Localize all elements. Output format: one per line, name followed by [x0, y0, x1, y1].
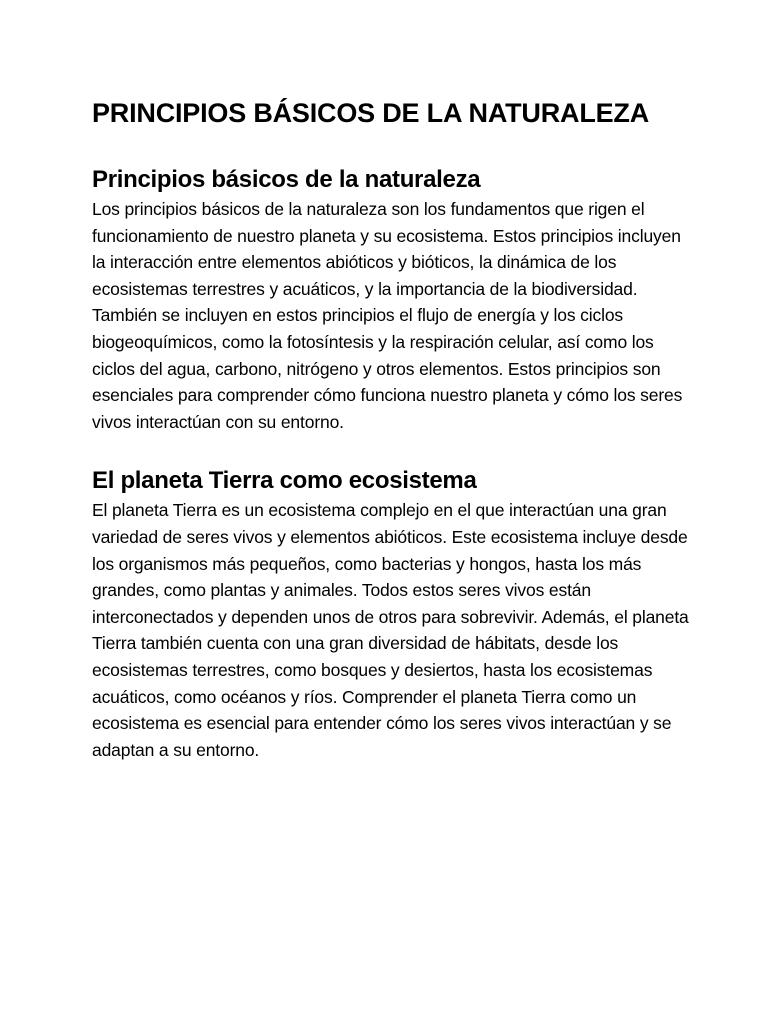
document-page [92, 92, 692, 763]
document-title: PRINCIPIOS BÁSICOS DE LA NATURALEZA [92, 98, 650, 128]
section-planeta-tierra [92, 465, 692, 763]
section-heading: Principios básicos de la naturaleza [92, 166, 481, 193]
section-paragraph: Los principios básicos de la naturaleza son los fundamentos que rigen el funcionamiento de nuestro planeta y su ecosistema. Estos principios incluyen la interacción entre elementos abióticos y bióticos, la dinámica de los ecosistemas terrestres y acuáticos, y la importancia de la biodiversidad. También se incluyen en estos principios el flujo de energía y los ciclos biogeoquímicos, como la fotosíntesis y la respiración celular, así como los ciclos del agua, carbono, nitrógeno y otros elementos. Estos principios son esenciales para comprender cómo funciona nuestro planeta y cómo los seres vivos interactúan con su entorno. [92, 199, 683, 432]
section-heading: El planeta Tierra como ecosistema [92, 467, 477, 495]
section-principios [92, 164, 692, 435]
section-paragraph: El planeta Tierra es un ecosistema complejo en el que interactúan una gran variedad de seres vivos y elementos abióticos. Este ecosistema incluye desde los organismos más pequeños, como bacterias y hongos, hasta los más grandes, como plantas y animales. Todos estos seres vivos están interconectados y dependen unos de otros para sobrevivir. Además, el planeta Tierra también cuenta con una gran diversidad de hábitats, desde los ecosistemas terrestres, como bosques y desiertos, hasta los ecosistemas acuáticos, como océanos y ríos. Comprender el planeta Tierra como un ecosistema es esencial para entender cómo los seres vivos interactúan y se adaptan a su entorno. [92, 500, 689, 760]
